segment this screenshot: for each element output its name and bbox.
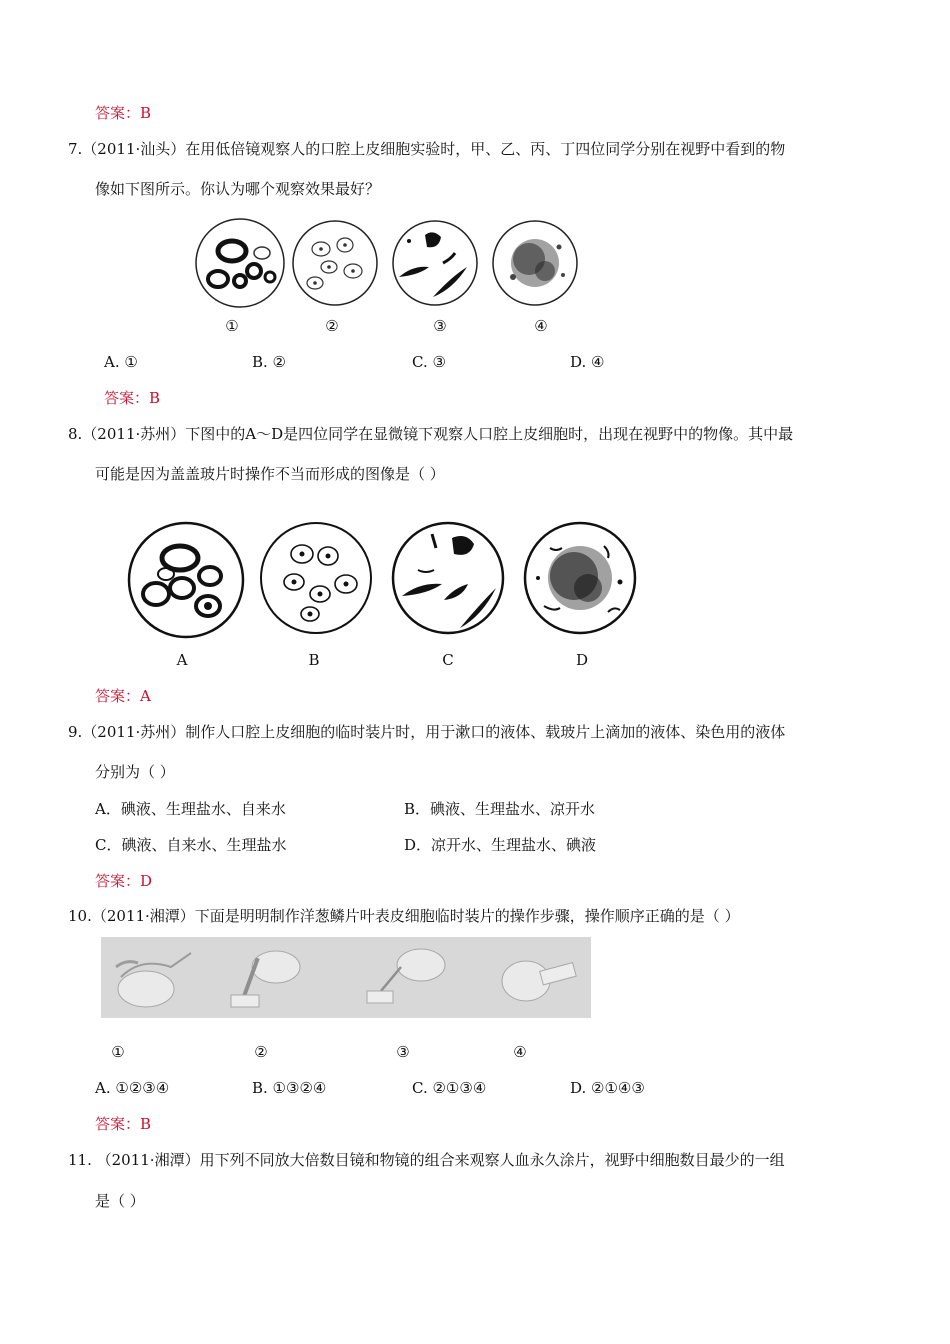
q7-option-b: B. ② (252, 353, 287, 371)
q7-figure-4 (493, 221, 577, 305)
q8-label-c: C (442, 651, 454, 669)
q9-option-b: B．碘液、生理盐水、凉开水 (404, 800, 596, 818)
q10-label-1: ① (111, 1043, 125, 1061)
q9-stem-line1: 9.（2011·苏州）制作人口腔上皮细胞的临时装片时，用于漱口的液体、载玻片上滴加的液体、染色用的液体 (68, 723, 786, 741)
q9-option-c: C．碘液、自来水、生理盐水 (95, 836, 287, 854)
q8-figure-c (393, 523, 503, 633)
q8-stem-line2: 可能是因为盖盖玻片时操作不当而形成的图像是（ ） (95, 465, 445, 483)
q10-option-b: B. ①③②④ (252, 1079, 327, 1097)
q7-label-1: ① (225, 317, 239, 335)
q9-answer: 答案：D (95, 872, 153, 890)
q10-option-a: A. ①②③④ (95, 1079, 170, 1097)
q7-label-2: ② (325, 317, 339, 335)
q8-microscope-figures (125, 518, 645, 643)
q10-label-3: ③ (396, 1043, 410, 1061)
q10-label-2: ② (254, 1043, 268, 1061)
q7-option-a: A. ① (104, 353, 138, 371)
q8-answer: 答案：A (95, 687, 151, 705)
q9-stem-line2: 分别为（ ） (95, 763, 175, 781)
q7-option-c: C. ③ (412, 353, 446, 371)
q7-microscope-figures (190, 215, 590, 315)
q10-option-c: C. ②①③④ (412, 1079, 487, 1097)
q11-stem-line1: 11. （2011·湘潭）用下列不同放大倍数目镜和物镜的组合来观察人血永久涂片，视野中细胞数目最少的一组 (68, 1151, 785, 1169)
q9-option-a: A．碘液、生理盐水、自来水 (95, 800, 286, 818)
q10-procedure-photo (101, 937, 591, 1018)
q7-figure-3 (393, 221, 477, 305)
q7-label-3: ③ (433, 317, 447, 335)
q10-stem-line1: 10.（2011·湘潭）下面是明明制作洋葱鳞片叶表皮细胞临时装片的操作步骤，操作顺序正确的是（ ） (68, 907, 740, 925)
q11-stem-line2: 是（ ） (95, 1192, 145, 1210)
q8-label-d: D (575, 651, 589, 669)
q9-option-d: D．凉开水、生理盐水、碘液 (404, 836, 597, 854)
q10-option-d: D. ②①④③ (570, 1079, 645, 1097)
q8-figure-b (261, 523, 371, 633)
q7-stem-line2: 像如下图所示。你认为哪个观察效果最好？ (95, 180, 381, 198)
q7-label-4: ④ (534, 317, 548, 335)
q8-label-a: A (176, 651, 188, 669)
q8-figure-d (525, 523, 635, 633)
q7-figure-2 (293, 221, 377, 305)
q10-answer: 答案：B (95, 1115, 152, 1133)
q7-figure-1 (196, 219, 284, 307)
q8-figure-a (129, 523, 243, 637)
q7-answer: 答案：B (104, 389, 161, 407)
q10-label-4: ④ (513, 1043, 527, 1061)
q6-answer: 答案：B (95, 104, 152, 122)
q7-option-d: D. ④ (570, 353, 605, 371)
q7-stem-line1: 7.（2011·汕头）在用低倍镜观察人的口腔上皮细胞实验时，甲、乙、丙、丁四位同学分别在视野中看到的物 (68, 140, 786, 158)
q8-label-b: B (308, 651, 320, 669)
q8-stem-line1: 8.（2011·苏州）下图中的A～D是四位同学在显微镜下观察人口腔上皮细胞时，出现在视野中的物像。其中最 (68, 425, 794, 443)
